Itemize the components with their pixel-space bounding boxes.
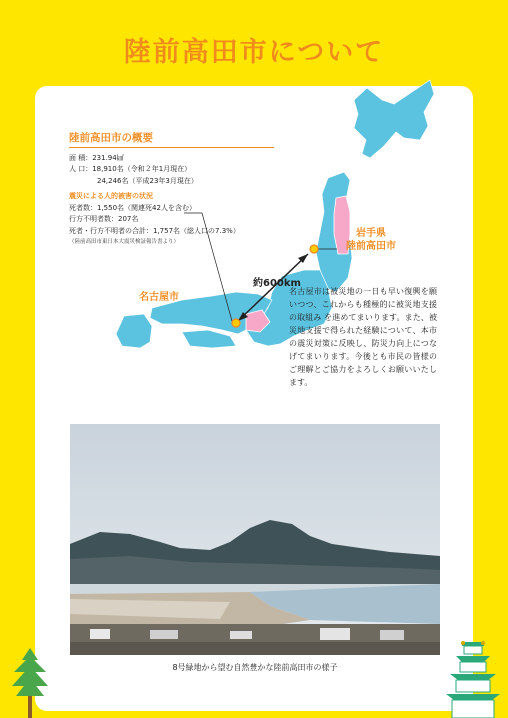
overview-population-2011: 24,246名（平成23年3月現在） <box>97 176 198 185</box>
marker-rikuzentakata <box>310 245 318 253</box>
marker-nagoya <box>232 319 240 327</box>
overview-population: 人 口：18,910名（令和２年1月現在） <box>69 165 192 173</box>
body-paragraph: 名古屋市は被災地の一日も早い復興を願いつつ、これからも種極的に被災地支援の取組み を進めてまいります。また、被災地支援で得られた経験について、本市の震災対策に反映し、防災力向上につなげてまいります。今後とも市民の皆様のご理解とご協力をよろしくお願いいたします。 <box>289 287 437 387</box>
map-kyushu <box>116 314 152 348</box>
damage-missing: 行方不明者数：207名 <box>69 215 139 223</box>
label-iwate-pref: 岩手県 <box>356 228 386 239</box>
overview-area: 面 積：231.94㎢ <box>69 153 124 162</box>
map-hokkaido <box>354 80 434 158</box>
landscape-photo <box>70 424 440 655</box>
damage-deaths: 死者数：1,550名（関連死42人を含む） <box>69 203 196 212</box>
damage-total: 死者・行方不明者の合計：1,757名（総人口の7.3%） <box>69 226 240 235</box>
nagoya-castle-icon <box>444 640 502 718</box>
photo-caption: 8号緑地から望む自然豊かな陸前高田市の様子 <box>172 663 338 672</box>
damage-heading: 震災による人的被害の状況 <box>69 192 153 200</box>
overview-box <box>69 133 274 249</box>
source-note: （陸前高田市東日本大震災検証報告書より） <box>69 239 180 245</box>
map-label-nagoya: 名古屋市 <box>139 292 179 303</box>
pine-tree-icon <box>8 646 52 718</box>
label-rikuzentakata: 陸前高田市 <box>346 241 396 252</box>
overview-heading: 陸前高田市の概要 <box>69 133 274 148</box>
map-shikoku <box>182 330 236 348</box>
page-title: 陸前高田市について <box>123 37 385 68</box>
map-label-iwate <box>346 227 396 253</box>
distance-label: 約600km <box>253 278 301 289</box>
